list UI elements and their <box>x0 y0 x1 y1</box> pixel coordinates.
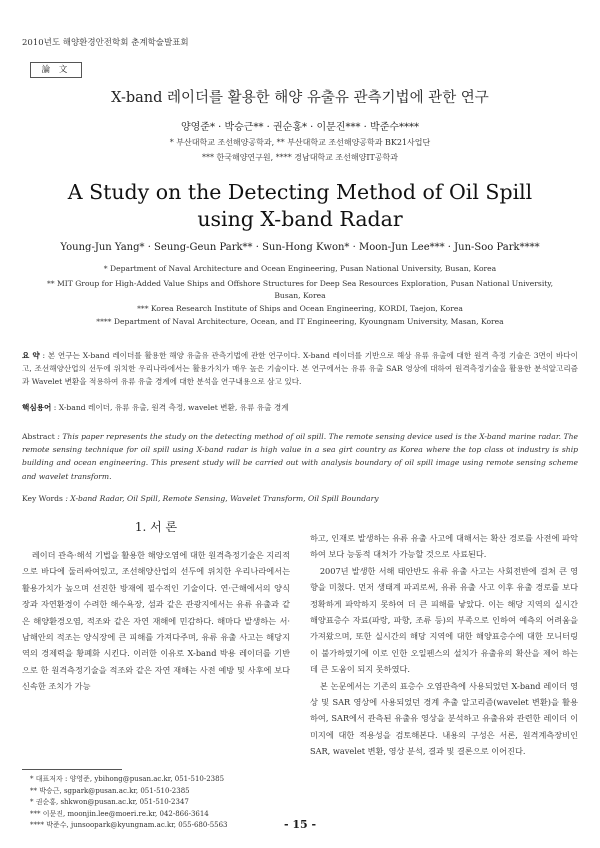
title-english-line: using X-band Radar <box>197 207 403 231</box>
keywords-english-label: Key Words <box>22 494 63 503</box>
keywords-english <box>22 494 578 503</box>
affiliation-english-line: ** MIT Group for High-Added Value Ships and Offshore Structures for Deep Sea Resources Exploration, Pusan National University, <box>46 279 554 288</box>
body-column-left <box>22 547 290 695</box>
affiliation-english-line: *** Korea Research Institute of Ships and Ocean Engineering, KORDI, Taejon, Korea <box>137 304 463 313</box>
keywords-english-text: : X-band Radar, Oil Spill, Remote Sensing, Wavelet Transform, Oil Spill Boundary <box>62 494 379 503</box>
abstract-english <box>22 430 578 483</box>
section-heading-introduction: 1. 서 론 <box>134 520 178 534</box>
affiliation-korean-line: *** 한국해양연구원, **** 경남대학교 조선해양IT공학과 <box>201 153 399 162</box>
affiliation-english-line: Busan, Korea <box>274 291 326 300</box>
footnote: *** 이문진, moonjin.lee@moeri.re.kr, 042-866-3614 <box>30 809 209 818</box>
abstract-english-text: : This paper represents the study on the detecting method of oil spill. The remote sensing device used is the X-band marine radar. The remote sensing technique for oil spill using X-band radar is high value in a sea girt country as Korea where the top class ot industry is ship building and ocean engineering. This present study will be carried out with analysis boundary of oil spill image using remote sensing scheme and wavelet transform. <box>22 432 578 481</box>
footnote: * 대표저자 : 양영준, ybihong@pusan.ac.kr, 051-510-2385 <box>30 775 225 783</box>
footnote: ** 박승근, sgpark@pusan.ac.kr, 051-510-2385 <box>30 786 190 795</box>
title-english-line: A Study on the Detecting Method of Oil Spill <box>67 180 533 204</box>
affiliation-english-line: **** Department of Naval Architecture, Ocean, and IT Engineering, Kyoungnam University, Masan, Korea <box>96 317 504 326</box>
abstract-korean-text: : 본 연구는 X-band 레이더를 활용한 해양 유출유 관측기법에 관한 연구이다. X-band 레이더를 기반으로 해상 유류 유출에 대한 원격 측정 기술은 3면이 바다이고, 조선해양산업의 선두에 위치한 우리나라에서는 활용가치가 매우 높은 기술이다. 본 연구에서는 유류 유출 SAR 영상에 대하여 원격측정기술을 활용한 분석알고리즘과 Wavelet 변환을 적용하여 유류 유출 경계에 대한 분석을 연구내용으로 삼고 있다. <box>22 351 578 386</box>
conference-header: 2010년도 해양환경안전학회 춘계학술발표회 <box>22 38 189 48</box>
body-paragraph: 하고, 인재로 발생하는 유류 유출 사고에 대해서는 확산 경로를 사전에 파악하여 보다 능동적 대처가 가능할 것으로 사료된다. <box>310 533 578 560</box>
keywords-korean-text: : X-band 레이더, 유류 유출, 원격 측정, wavelet 변환, 유류 유출 경계 <box>51 403 289 412</box>
authors-korean: 양영준* · 박승근** · 권순홍* · 이문진*** · 박준수**** <box>180 122 420 133</box>
abstract-korean <box>22 349 578 388</box>
abstract-english-label: Abstract <box>22 432 55 441</box>
affiliation-english-line: * Department of Naval Architecture and Ocean Engineering, Pusan National University, Busan, Korea <box>103 264 497 273</box>
page-number: - 15 - <box>283 818 317 831</box>
category-badge: 論 文 <box>30 62 82 78</box>
body-column-right <box>310 530 578 760</box>
title-korean: X-band 레이더를 활용한 해양 유출유 관측기법에 관한 연구 <box>111 90 489 106</box>
footnote-divider <box>22 769 122 770</box>
body-paragraph: 2007년 발생한 서해 태안반도 유류 유출 사고는 사회전반에 걸쳐 큰 영향을 미쳤다. 먼저 생태계 파괴로써, 유류 유출 사고 이후 유출 경로를 보다 정확하게 파악하지 못하여 더 큰 피해를 낳았다. 이는 해당 지역의 실시간 해양표층수 자료(파랑, 파향, 조류 등)의 부족으로 인하여 예측의 어려움을 가져왔으며, 또한 실시간의 해당 지역에 대한 해양표층수에 대한 모니터링이 불가하였기에 이로 인한 오일펜스의 설치가 유출유의 확산을 제어 하는데 큰 도움이 되지 못하였다. <box>310 565 578 675</box>
authors-english: Young-Jun Yang* · Seung-Geun Park** · Sun-Hong Kwon* · Moon-Jun Lee*** · Jun-Soo Park**** <box>60 242 540 253</box>
abstract-korean-label: 요 약 <box>22 351 40 360</box>
footnote: **** 박준수, junsoopark@kyungnam.ac.kr, 055-680-5563 <box>30 821 228 830</box>
footnote: * 권순홍, shkwon@pusan.ac.kr, 051-510-2347 <box>30 798 189 807</box>
keywords-korean-label: 핵심용어 <box>22 403 52 412</box>
body-paragraph: 본 논문에서는 기존의 표층수 오염관측에 사용되었던 X-band 레이더 영상 및 SAR 영상에 사용되었던 경계 추출 알고리즘(wavelet 변환)을 활용하여, SAR에서 관측된 유출유 영상을 분석하고 유출유와 관련한 레이더 이미지에 대한 적용성을 검토해본다. 내용의 구성은 서론, 원격계측장비인 SAR, wavelet 변환, 영상 분석, 결과 및 결론으로 이어진다. <box>310 680 578 757</box>
keywords-korean <box>22 402 578 413</box>
body-paragraph: 레이더 관측·해석 기법을 활용한 해양오염에 대한 원격측정기술은 지리적으로 바다에 둘러싸여있고, 조선해양산업의 선두에 위치한 우리나라에서는 활용가치가 높으며 선진한 방재에 필수적인 기술이다. 연·근해에서의 양식장과 자연환경이 수려한 해수욕장, 섬과 같은 관광지에서는 유류 유출과 같은 해양환경오염, 적조와 같은 자연 재해에 민감하다. 해마다 발생하는 서·남해안의 적조는 양식장에 큰 피해를 가져다주며, 유류 유출 사고는 해당지역의 경제력을 황폐화 시킨다. 이러한 이유로 X-band 박용 레이더를 기반으로 한 원격측정기술을 적조와 같은 자연 재해는 사전 예방 및 사후에 보다 신속한 조치가 가능 <box>22 550 290 692</box>
affiliation-korean-line: * 부산대학교 조선해양공학과, ** 부산대학교 조선해양공학과 BK21사업단 <box>169 138 431 147</box>
